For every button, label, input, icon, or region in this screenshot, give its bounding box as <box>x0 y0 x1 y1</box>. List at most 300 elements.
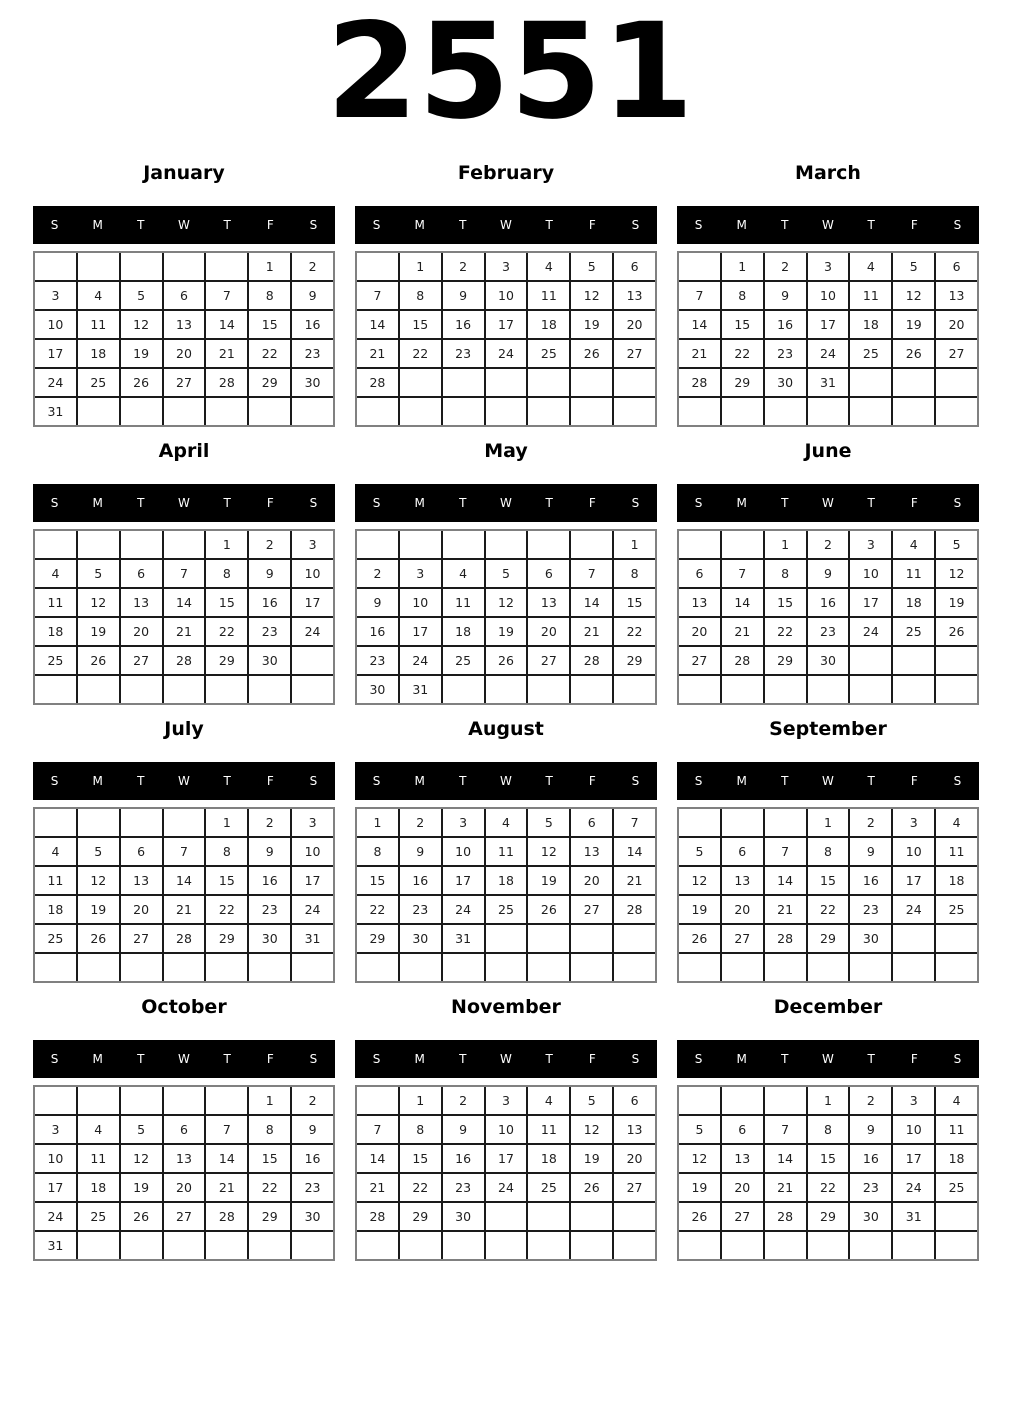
weekday-label: S <box>953 218 962 232</box>
day-cell: 16 <box>249 867 290 894</box>
weekday-label: S <box>631 1052 640 1066</box>
day-cell: 26 <box>571 340 612 367</box>
day-cell: 30 <box>249 647 290 674</box>
empty-day-cell <box>765 1087 806 1114</box>
empty-day-cell <box>893 676 934 703</box>
weekday-label: S <box>372 218 381 232</box>
empty-day-cell <box>78 954 119 981</box>
day-cell: 4 <box>528 253 569 280</box>
day-cell: 25 <box>893 618 934 645</box>
empty-day-cell <box>164 1232 205 1259</box>
empty-day-cell <box>893 1232 934 1259</box>
empty-day-cell <box>571 369 612 396</box>
day-cell: 17 <box>443 867 484 894</box>
weekday-label: S <box>694 218 703 232</box>
day-cell: 10 <box>850 560 891 587</box>
day-cell: 15 <box>357 867 398 894</box>
empty-day-cell <box>206 253 247 280</box>
day-cell: 13 <box>571 838 612 865</box>
day-cell: 16 <box>249 589 290 616</box>
month-name: November <box>451 996 561 1018</box>
empty-day-cell <box>357 1232 398 1259</box>
day-cell: 8 <box>206 838 247 865</box>
day-cell: 24 <box>893 1174 934 1201</box>
day-cell: 7 <box>164 560 205 587</box>
weekday-label: S <box>50 218 59 232</box>
day-cell: 2 <box>808 531 849 558</box>
day-cell: 9 <box>400 838 441 865</box>
empty-day-cell <box>893 925 934 952</box>
day-cell: 18 <box>528 311 569 338</box>
day-cell: 20 <box>614 1145 655 1172</box>
day-cell: 8 <box>765 560 806 587</box>
empty-day-cell <box>486 925 527 952</box>
empty-day-cell <box>722 809 763 836</box>
day-cell: 22 <box>249 340 290 367</box>
empty-day-cell <box>164 954 205 981</box>
weekday-label: M <box>736 218 747 232</box>
day-cell: 24 <box>486 340 527 367</box>
day-cell: 8 <box>206 560 247 587</box>
empty-day-cell <box>486 1203 527 1230</box>
day-cell: 23 <box>292 1174 333 1201</box>
month-block <box>355 718 657 983</box>
month-block <box>355 996 657 1261</box>
weekday-label: W <box>822 774 834 788</box>
day-cell: 15 <box>249 311 290 338</box>
empty-day-cell <box>78 398 119 425</box>
empty-day-cell <box>722 954 763 981</box>
day-grid <box>33 807 335 983</box>
weekday-header <box>355 484 657 522</box>
weekday-label: M <box>736 1052 747 1066</box>
day-cell: 30 <box>292 369 333 396</box>
day-cell: 17 <box>400 618 441 645</box>
day-grid <box>355 529 657 705</box>
empty-day-cell <box>357 1087 398 1114</box>
weekday-label: S <box>631 496 640 510</box>
day-cell: 18 <box>78 1174 119 1201</box>
day-grid <box>355 807 657 983</box>
day-cell: 3 <box>893 809 934 836</box>
empty-day-cell <box>35 1087 76 1114</box>
day-cell: 14 <box>164 589 205 616</box>
empty-day-cell <box>443 369 484 396</box>
day-cell: 10 <box>292 560 333 587</box>
day-cell: 19 <box>571 1145 612 1172</box>
month-name: October <box>141 996 227 1018</box>
day-cell: 11 <box>936 1116 977 1143</box>
day-cell: 12 <box>571 1116 612 1143</box>
day-cell: 9 <box>808 560 849 587</box>
empty-day-cell <box>164 398 205 425</box>
day-cell: 8 <box>614 560 655 587</box>
day-cell: 5 <box>679 838 720 865</box>
day-cell: 28 <box>571 647 612 674</box>
day-cell: 2 <box>443 1087 484 1114</box>
day-cell: 3 <box>443 809 484 836</box>
empty-day-cell <box>722 1232 763 1259</box>
day-cell: 14 <box>206 1145 247 1172</box>
day-cell: 25 <box>528 340 569 367</box>
empty-day-cell <box>443 676 484 703</box>
weekday-label: T <box>459 496 467 510</box>
empty-day-cell <box>614 676 655 703</box>
day-cell: 25 <box>78 369 119 396</box>
day-cell: 23 <box>808 618 849 645</box>
month-block <box>33 718 335 983</box>
month-block <box>355 162 657 427</box>
day-cell: 24 <box>35 1203 76 1230</box>
day-cell: 30 <box>292 1203 333 1230</box>
weekday-label: T <box>545 774 553 788</box>
empty-day-cell <box>249 676 290 703</box>
day-cell: 15 <box>400 311 441 338</box>
day-cell: 8 <box>249 1116 290 1143</box>
day-cell: 26 <box>528 896 569 923</box>
day-cell: 25 <box>35 925 76 952</box>
empty-day-cell <box>400 954 441 981</box>
empty-day-cell <box>249 398 290 425</box>
weekday-label: T <box>781 496 789 510</box>
empty-day-cell <box>614 1203 655 1230</box>
empty-day-cell <box>357 398 398 425</box>
empty-day-cell <box>206 1232 247 1259</box>
empty-day-cell <box>78 253 119 280</box>
day-cell: 20 <box>722 1174 763 1201</box>
day-cell: 8 <box>357 838 398 865</box>
day-cell: 26 <box>936 618 977 645</box>
day-cell: 29 <box>808 925 849 952</box>
day-cell: 31 <box>443 925 484 952</box>
weekday-label: W <box>178 774 190 788</box>
empty-day-cell <box>936 1232 977 1259</box>
empty-day-cell <box>121 809 162 836</box>
weekday-header <box>355 1040 657 1078</box>
day-cell: 28 <box>206 1203 247 1230</box>
day-cell: 3 <box>486 1087 527 1114</box>
weekday-label: M <box>414 1052 425 1066</box>
day-cell: 28 <box>722 647 763 674</box>
day-cell: 1 <box>206 809 247 836</box>
weekday-label: M <box>92 496 103 510</box>
empty-day-cell <box>614 925 655 952</box>
day-cell: 9 <box>292 1116 333 1143</box>
day-cell: 3 <box>486 253 527 280</box>
empty-day-cell <box>443 398 484 425</box>
weekday-label: T <box>781 774 789 788</box>
day-cell: 13 <box>722 867 763 894</box>
day-cell: 10 <box>486 282 527 309</box>
empty-day-cell <box>400 369 441 396</box>
day-cell: 21 <box>765 896 806 923</box>
weekday-label: F <box>910 218 918 232</box>
weekday-header <box>33 484 335 522</box>
day-cell: 19 <box>486 618 527 645</box>
day-cell: 22 <box>765 618 806 645</box>
day-cell: 17 <box>292 589 333 616</box>
weekday-label: F <box>910 496 918 510</box>
year-title: 2551 <box>326 0 694 149</box>
empty-day-cell <box>614 398 655 425</box>
day-cell: 10 <box>486 1116 527 1143</box>
weekday-label: T <box>545 496 553 510</box>
day-cell: 16 <box>292 311 333 338</box>
day-cell: 1 <box>400 253 441 280</box>
day-cell: 2 <box>850 809 891 836</box>
day-cell: 22 <box>400 340 441 367</box>
day-cell: 23 <box>249 618 290 645</box>
day-cell: 2 <box>249 809 290 836</box>
day-cell: 6 <box>528 560 569 587</box>
empty-day-cell <box>808 954 849 981</box>
empty-day-cell <box>936 647 977 674</box>
empty-day-cell <box>164 676 205 703</box>
empty-day-cell <box>292 954 333 981</box>
day-cell: 17 <box>486 311 527 338</box>
day-cell: 24 <box>443 896 484 923</box>
empty-day-cell <box>35 809 76 836</box>
weekday-label: F <box>588 774 596 788</box>
empty-day-cell <box>292 1232 333 1259</box>
day-cell: 5 <box>121 282 162 309</box>
day-cell: 12 <box>936 560 977 587</box>
day-cell: 17 <box>893 867 934 894</box>
day-cell: 26 <box>893 340 934 367</box>
empty-day-cell <box>35 253 76 280</box>
weekday-label: S <box>50 496 59 510</box>
day-grid <box>33 251 335 427</box>
weekday-label: S <box>631 218 640 232</box>
weekday-label: S <box>631 774 640 788</box>
day-cell: 7 <box>765 1116 806 1143</box>
day-cell: 24 <box>400 647 441 674</box>
empty-day-cell <box>722 531 763 558</box>
day-cell: 29 <box>206 647 247 674</box>
day-cell: 22 <box>722 340 763 367</box>
day-cell: 21 <box>206 340 247 367</box>
day-cell: 20 <box>679 618 720 645</box>
day-cell: 19 <box>936 589 977 616</box>
empty-day-cell <box>292 647 333 674</box>
empty-day-cell <box>936 676 977 703</box>
day-cell: 3 <box>850 531 891 558</box>
weekday-label: W <box>822 1052 834 1066</box>
empty-day-cell <box>808 398 849 425</box>
empty-day-cell <box>206 676 247 703</box>
day-cell: 15 <box>722 311 763 338</box>
day-cell: 18 <box>893 589 934 616</box>
day-cell: 14 <box>614 838 655 865</box>
empty-day-cell <box>400 398 441 425</box>
day-cell: 20 <box>164 340 205 367</box>
day-cell: 4 <box>443 560 484 587</box>
weekday-label: T <box>459 774 467 788</box>
day-cell: 6 <box>679 560 720 587</box>
day-cell: 13 <box>121 589 162 616</box>
day-cell: 12 <box>679 1145 720 1172</box>
day-cell: 8 <box>808 838 849 865</box>
day-cell: 11 <box>893 560 934 587</box>
day-cell: 23 <box>357 647 398 674</box>
day-cell: 13 <box>121 867 162 894</box>
empty-day-cell <box>571 1203 612 1230</box>
empty-day-cell <box>679 954 720 981</box>
empty-day-cell <box>357 954 398 981</box>
day-cell: 26 <box>121 369 162 396</box>
empty-day-cell <box>443 531 484 558</box>
empty-day-cell <box>78 809 119 836</box>
empty-day-cell <box>850 398 891 425</box>
day-cell: 18 <box>486 867 527 894</box>
day-cell: 18 <box>35 618 76 645</box>
empty-day-cell <box>850 954 891 981</box>
day-cell: 26 <box>78 925 119 952</box>
weekday-label: F <box>266 1052 274 1066</box>
day-cell: 1 <box>357 809 398 836</box>
day-cell: 7 <box>206 1116 247 1143</box>
day-cell: 22 <box>357 896 398 923</box>
day-cell: 13 <box>614 1116 655 1143</box>
weekday-label: T <box>545 218 553 232</box>
day-cell: 22 <box>808 896 849 923</box>
weekday-label: T <box>867 496 875 510</box>
day-cell: 17 <box>292 867 333 894</box>
day-cell: 4 <box>78 282 119 309</box>
day-cell: 25 <box>936 1174 977 1201</box>
day-cell: 7 <box>722 560 763 587</box>
day-cell: 10 <box>292 838 333 865</box>
weekday-label: S <box>309 496 318 510</box>
day-cell: 15 <box>249 1145 290 1172</box>
weekday-label: T <box>781 1052 789 1066</box>
day-cell: 14 <box>571 589 612 616</box>
month-block <box>355 440 657 705</box>
day-cell: 16 <box>443 311 484 338</box>
weekday-label: W <box>500 218 512 232</box>
day-cell: 1 <box>722 253 763 280</box>
day-cell: 5 <box>571 253 612 280</box>
day-cell: 29 <box>400 1203 441 1230</box>
day-cell: 7 <box>614 809 655 836</box>
weekday-label: S <box>50 1052 59 1066</box>
day-cell: 30 <box>850 925 891 952</box>
empty-day-cell <box>528 954 569 981</box>
day-cell: 27 <box>614 1174 655 1201</box>
empty-day-cell <box>765 1232 806 1259</box>
day-cell: 20 <box>121 896 162 923</box>
day-cell: 15 <box>808 1145 849 1172</box>
day-cell: 23 <box>850 896 891 923</box>
day-cell: 21 <box>722 618 763 645</box>
day-cell: 24 <box>808 340 849 367</box>
weekday-label: M <box>92 218 103 232</box>
day-cell: 25 <box>850 340 891 367</box>
day-cell: 7 <box>679 282 720 309</box>
day-cell: 3 <box>292 531 333 558</box>
empty-day-cell <box>486 398 527 425</box>
weekday-label: W <box>500 496 512 510</box>
day-cell: 1 <box>808 1087 849 1114</box>
day-cell: 20 <box>614 311 655 338</box>
day-cell: 4 <box>78 1116 119 1143</box>
weekday-label: T <box>459 1052 467 1066</box>
day-cell: 11 <box>78 311 119 338</box>
empty-day-cell <box>679 1232 720 1259</box>
day-cell: 6 <box>936 253 977 280</box>
weekday-label: F <box>910 1052 918 1066</box>
day-cell: 8 <box>400 1116 441 1143</box>
day-cell: 10 <box>808 282 849 309</box>
empty-day-cell <box>121 253 162 280</box>
day-cell: 6 <box>571 809 612 836</box>
weekday-header <box>677 762 979 800</box>
day-cell: 1 <box>206 531 247 558</box>
weekday-label: S <box>694 774 703 788</box>
empty-day-cell <box>765 954 806 981</box>
weekday-label: T <box>137 774 145 788</box>
day-cell: 21 <box>765 1174 806 1201</box>
weekday-label: S <box>372 774 381 788</box>
day-cell: 10 <box>893 838 934 865</box>
weekday-label: T <box>137 1052 145 1066</box>
empty-day-cell <box>121 531 162 558</box>
day-cell: 25 <box>35 647 76 674</box>
day-cell: 9 <box>850 838 891 865</box>
day-cell: 9 <box>292 282 333 309</box>
day-cell: 12 <box>528 838 569 865</box>
day-cell: 22 <box>614 618 655 645</box>
day-cell: 20 <box>722 896 763 923</box>
weekday-label: S <box>372 1052 381 1066</box>
day-cell: 18 <box>35 896 76 923</box>
day-cell: 19 <box>78 896 119 923</box>
month-block <box>33 162 335 427</box>
weekday-label: S <box>953 496 962 510</box>
day-cell: 17 <box>35 1174 76 1201</box>
day-cell: 30 <box>357 676 398 703</box>
day-cell: 1 <box>614 531 655 558</box>
day-cell: 30 <box>808 647 849 674</box>
weekday-label: T <box>223 496 231 510</box>
day-cell: 17 <box>486 1145 527 1172</box>
day-cell: 19 <box>121 1174 162 1201</box>
weekday-label: T <box>223 1052 231 1066</box>
empty-day-cell <box>614 1232 655 1259</box>
empty-day-cell <box>936 954 977 981</box>
weekday-label: T <box>459 218 467 232</box>
day-cell: 18 <box>528 1145 569 1172</box>
day-cell: 29 <box>357 925 398 952</box>
empty-day-cell <box>808 676 849 703</box>
day-cell: 21 <box>206 1174 247 1201</box>
day-cell: 9 <box>249 838 290 865</box>
weekday-label: S <box>309 218 318 232</box>
empty-day-cell <box>357 531 398 558</box>
month-block <box>33 996 335 1261</box>
day-cell: 21 <box>164 618 205 645</box>
day-cell: 24 <box>850 618 891 645</box>
day-cell: 31 <box>35 398 76 425</box>
day-cell: 5 <box>893 253 934 280</box>
day-cell: 13 <box>936 282 977 309</box>
empty-day-cell <box>443 1232 484 1259</box>
day-cell: 12 <box>78 589 119 616</box>
month-block <box>33 440 335 705</box>
day-cell: 23 <box>443 340 484 367</box>
day-cell: 26 <box>571 1174 612 1201</box>
empty-day-cell <box>679 809 720 836</box>
